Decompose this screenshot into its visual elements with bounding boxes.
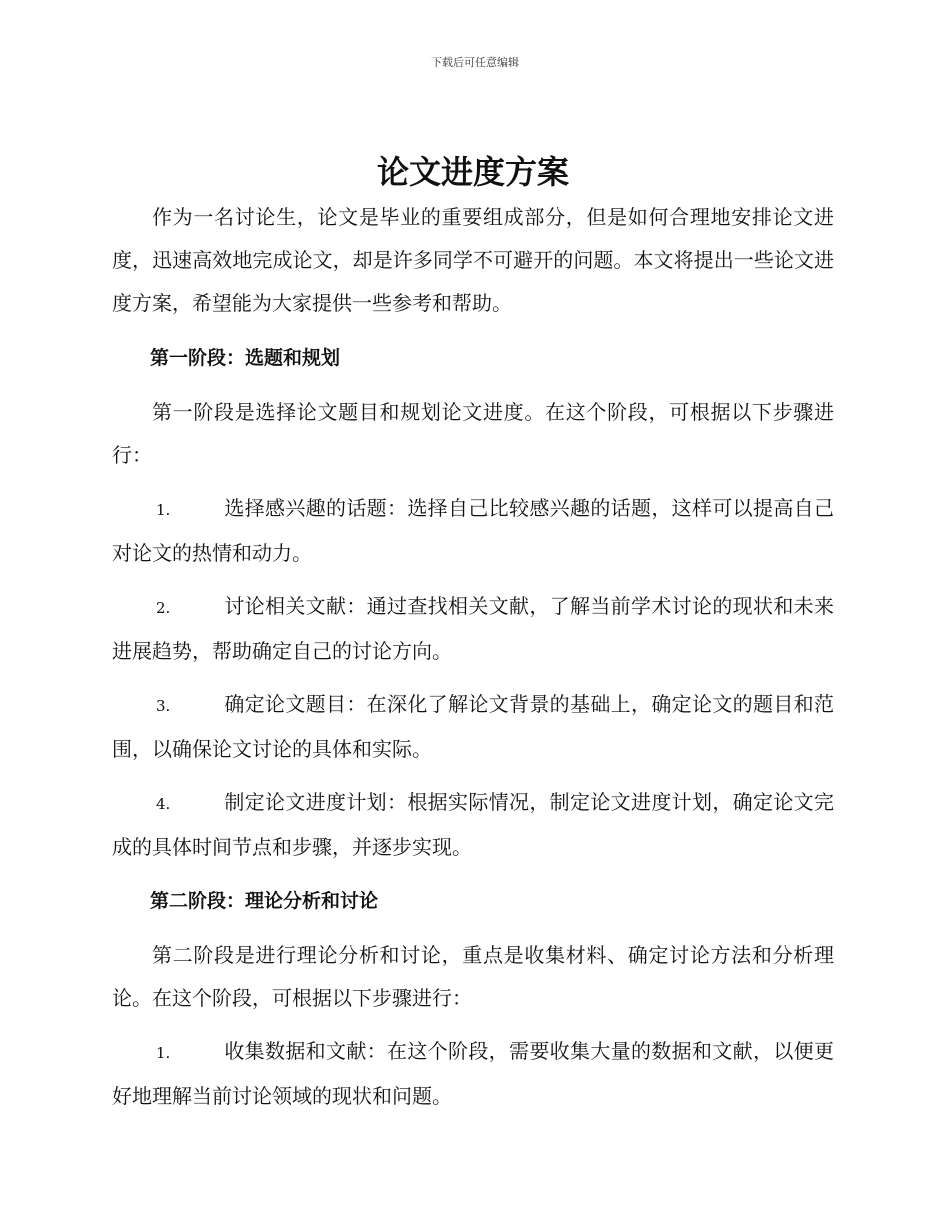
section-heading-1: 第一阶段：选题和规划 — [150, 347, 341, 369]
intro-paragraph: 作为一名讨论生，论文是毕业的重要组成部分，但是如何合理地安排论文进度，迅速高效地完成论文，却是许多同学不可避开的问题。本文将提出一些论文进度方案，希望能为大家提供一些参考和帮助。 — [112, 205, 834, 315]
list-item — [112, 1030, 834, 1118]
list-number: 3. — [156, 697, 171, 715]
list-number: 1. — [156, 1044, 171, 1062]
list-item — [112, 487, 834, 575]
list-item — [112, 683, 834, 771]
list-item-text: 制定论文进度计划：根据实际情况，制定论文进度计划，确定论文完成的具体时间节点和步骤，并逐步实现。 — [112, 790, 834, 859]
list-item-text: 选择感兴趣的话题：选择自己比较感兴趣的话题，这样可以提高自己对论文的热情和动力。 — [112, 496, 834, 565]
section-intro-1: 第一阶段是选择论文题目和规划论文进度。在这个阶段，可根据以下步骤进行： — [112, 400, 834, 467]
document-title: 论文进度方案 — [376, 153, 569, 191]
list-number: 1. — [156, 501, 171, 519]
document-body — [112, 148, 834, 1118]
list-item-text: 收集数据和文献：在这个阶段，需要收集大量的数据和文献，以便更好地理解当前讨论领域的现状和问题。 — [112, 1039, 834, 1108]
list-number: 4. — [156, 795, 171, 813]
list-item — [112, 585, 834, 673]
section-intro-2: 第二阶段是进行理论分析和讨论，重点是收集材料、确定讨论方法和分析理论。在这个阶段，可根据以下步骤进行： — [112, 943, 834, 1010]
list-number: 2. — [156, 599, 171, 617]
section-heading-2: 第二阶段：理论分析和讨论 — [150, 890, 379, 912]
page-header: 下载后可任意编辑 — [431, 56, 519, 69]
list-item-text: 确定论文题目：在深化了解论文背景的基础上，确定论文的题目和范围，以确保论文讨论的具体和实际。 — [112, 692, 834, 761]
list-item — [112, 781, 834, 869]
list-item-text: 讨论相关文献：通过查找相关文献，了解当前学术讨论的现状和未来进展趋势，帮助确定自己的讨论方向。 — [112, 594, 834, 663]
